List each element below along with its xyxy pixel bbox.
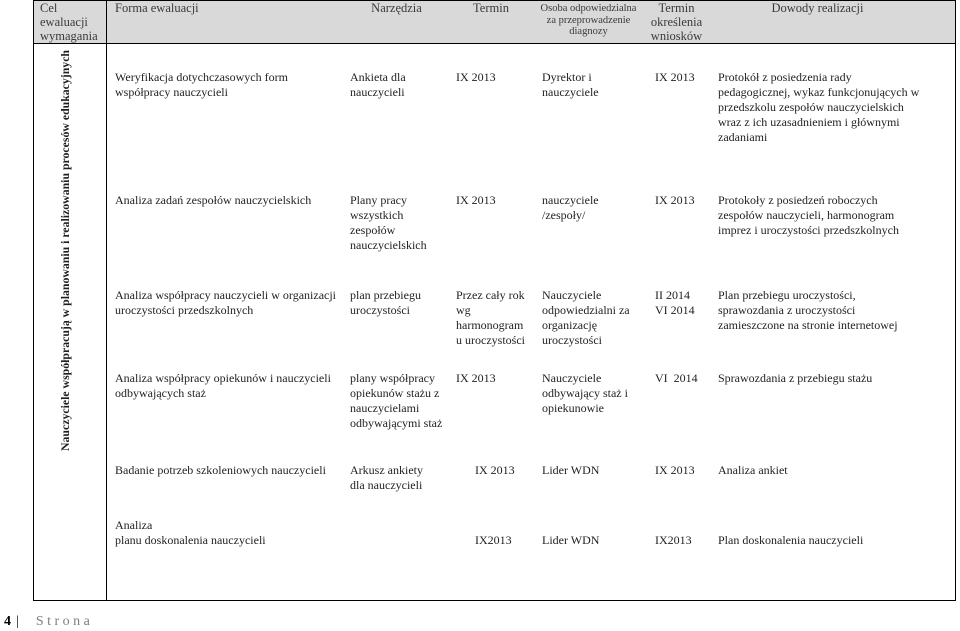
cell-responsible: Nauczyciele odpowiedzialni za organizację uroczystości bbox=[542, 288, 630, 347]
cell-evidence: Analiza ankiet bbox=[718, 463, 788, 477]
cell-evidence: Plan przebiegu uroczystości, sprawozdania z uroczystości zamieszczone na stronie internetowej bbox=[718, 288, 898, 332]
header-cell-responsible: Osoba odpowiedzialna za przeprowadzenie diagnozy bbox=[532, 1, 645, 44]
cell-responsible: Lider WDN bbox=[542, 533, 600, 547]
cell-form: Analiza zadań zespołów nauczycielskich bbox=[115, 193, 312, 207]
cell-evidence: Plan doskonalenia nauczycieli bbox=[718, 533, 864, 547]
goal-requirement-cell bbox=[34, 44, 107, 457]
cell-term: IX 2013 bbox=[456, 193, 496, 207]
cell-term: IX 2013 bbox=[456, 371, 496, 385]
cell-responsible: Dyrektor i nauczyciele bbox=[542, 70, 599, 99]
page-footer bbox=[4, 614, 90, 630]
cell-conclusions-term: II 2014 VI 2014 bbox=[655, 288, 695, 317]
cell-form: Analiza planu doskonalenia nauczycieli bbox=[115, 518, 266, 547]
cell-conclusions-term: IX 2013 bbox=[655, 70, 695, 84]
cell-evidence: Protokół z posiedzenia rady pedagogicznej, wykaz funkcjonujących w przedszkolu zespołów nauczycielskich wraz z ich uzasadnieniem i głównymi zadaniami bbox=[718, 70, 920, 144]
cell-evidence: Sprawozdania z przebiegu stażu bbox=[718, 371, 873, 385]
cell-goal-empty bbox=[34, 457, 107, 512]
header-cell-form: Forma ewaluacji bbox=[107, 1, 343, 44]
cell-conclusions-term: IX 2013 bbox=[655, 193, 695, 207]
header-cell-goal: Cel ewaluacji wymagania bbox=[34, 1, 107, 44]
cell-term: IX 2013 bbox=[456, 70, 496, 84]
cell-tools: plan przebiegu uroczystości bbox=[350, 288, 421, 317]
cell-conclusions-term: VI 2014 bbox=[655, 371, 698, 385]
evaluation-table bbox=[33, 0, 956, 601]
cell-responsible: Lider WDN bbox=[542, 463, 600, 477]
cell-evidence: Protokoły z posiedzeń roboczych zespołów nauczycieli, harmonogram imprez i uroczystości przedszkolnych bbox=[718, 193, 899, 237]
cell-conclusions-term: IX2013 bbox=[655, 533, 692, 547]
header-cell-tools: Narzędzia bbox=[343, 1, 450, 44]
page-number: 4 bbox=[4, 614, 11, 629]
cell-form: Analiza współpracy nauczycieli w organizacji uroczystości przedszkolnych bbox=[115, 288, 337, 317]
cell-form: Badanie potrzeb szkoleniowych nauczycieli bbox=[115, 463, 326, 477]
footer-separator: | bbox=[16, 614, 19, 629]
cell-tools: Ankieta dla nauczycieli bbox=[350, 70, 406, 99]
cell-responsible: Nauczyciele odbywający staż i opiekunowie bbox=[542, 371, 628, 415]
cell-term: Przez cały rok wg harmonogram u uroczystości bbox=[456, 288, 525, 347]
cell-goal-empty bbox=[34, 512, 107, 600]
cell-tools bbox=[343, 512, 450, 600]
header-cell-evidence: Dowody realizacji bbox=[708, 1, 955, 44]
page-label: S t r o n a bbox=[35, 614, 90, 629]
cell-tools: Arkusz ankiety dla nauczycieli bbox=[350, 463, 423, 492]
cell-form: Weryfikacja dotychczasowych form współpracy nauczycieli bbox=[115, 70, 288, 99]
cell-responsible: nauczyciele /zespoły/ bbox=[542, 193, 599, 222]
goal-requirement-text: Nauczyciele współpracują w planowaniu i realizowaniu procesów edukacyjnych bbox=[58, 50, 72, 451]
cell-term: IX 2013 bbox=[475, 463, 515, 477]
cell-term: IX2013 bbox=[475, 533, 512, 547]
cell-conclusions-term: IX 2013 bbox=[655, 463, 695, 477]
cell-form: Analiza współpracy opiekunów i nauczycieli odbywających staż bbox=[115, 371, 331, 400]
cell-tools: plany współpracy opiekunów stażu z nauczycielami odbywającymi staż bbox=[350, 371, 443, 430]
cell-tools: Plany pracy wszystkich zespołów nauczycielskich bbox=[350, 193, 427, 252]
header-cell-conclusions-term: Termin określenia wniosków bbox=[645, 1, 708, 44]
header-cell-term: Termin bbox=[450, 1, 532, 44]
